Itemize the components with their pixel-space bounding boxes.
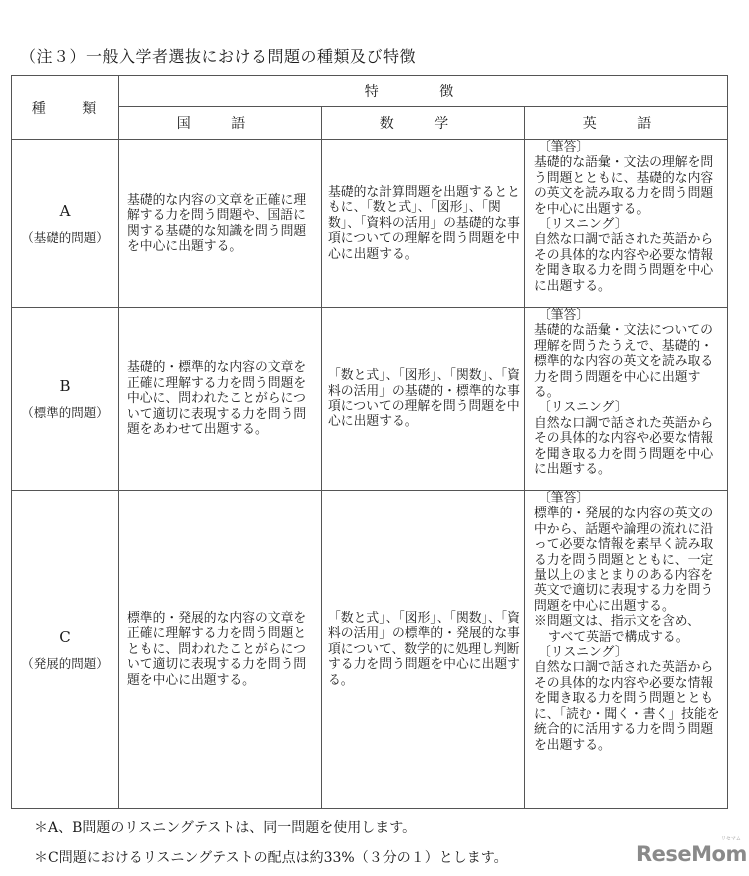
math-cell-b: 「数と式」、「図形」、「関数」、「資料の活用」の基礎的・標準的な事項についての理解を問う問題を中心に出題する。 [322, 308, 525, 491]
english-cell-b [525, 308, 728, 491]
document-title: （注３）一般入学者選抜における問題の種類及び特徴 [20, 47, 417, 66]
question-types-table [11, 75, 728, 809]
english-cell-a [525, 140, 728, 308]
kind-cell-a [12, 140, 119, 308]
header-math: 数 学 [322, 107, 525, 140]
japanese-cell-c: 標準的・発展的な内容の文章を正確に理解する力を問う問題とともに、問われたことがらについて適切に表現する力を問う問題を中心に出題する。 [119, 491, 322, 809]
listening-text: 自然な口調で話された英語からその具体的な内容や必要な情報を聞き取る力を問う問題とともに、「読む・聞く・書く」技能を統合的に活用する力を問う問題を出題する。 [534, 660, 720, 753]
japanese-cell-a: 基礎的な内容の文章を正確に理解する力を問う問題や、国語に関する基礎的な知識を問う問題を中心に出題する。 [119, 140, 322, 308]
resemom-logo [636, 836, 747, 866]
table-row-a [12, 140, 728, 308]
listening-text: 自然な口調で話された英語からその具体的な内容や必要な情報を聞き取る力を問う問題を中心に出題する。 [534, 232, 714, 294]
kind-letter: A [59, 201, 71, 220]
english-cell-c [525, 491, 728, 809]
table-row-c [12, 491, 728, 809]
header-features: 特 徴 [119, 76, 728, 107]
footnote-listening-same: ＊A、B問題のリスニングテストは、同一問題を使用します。 [34, 820, 417, 836]
listening-label: 〔リスニング〕 [538, 400, 628, 416]
english-note-line2: すべて英語で構成する。 [548, 629, 689, 645]
math-cell-a: 基礎的な計算問題を出題するとともに、「数と式」、「図形」、「関数」、「資料の活用」の基礎的な事項についての理解を問う問題を中心に出題する。 [322, 140, 525, 308]
written-label: 〔筆答〕 [538, 491, 590, 506]
listening-label: 〔リスニング〕 [538, 217, 628, 233]
english-note-line1: ※問題文は、指示文を含め、 [534, 614, 700, 630]
logo-kana: リセマム [720, 836, 741, 842]
listening-label: 〔リスニング〕 [538, 645, 628, 661]
written-label: 〔筆答〕 [538, 308, 590, 323]
kind-label: （標準的問題） [21, 405, 109, 420]
kind-cell-c [12, 491, 119, 809]
kind-label: （発展的問題） [21, 655, 109, 671]
kind-letter: C [59, 627, 71, 646]
kind-cell-b [12, 308, 119, 491]
header-kind: 種 類 [12, 76, 119, 140]
math-cell-c: 「数と式」、「図形」、「関数」、「資料の活用」の標準的・発展的な事項について、数学的に処理し判断する力を問う問題を中心に出題する。 [322, 491, 525, 809]
written-text: 標準的・発展的な内容の英文の中から、話題や論理の流れに沿って必要な情報を素早く読み取る力を問う問題とともに、一定量以上のまとまりのある内容を英文で適切に表現する力を問う問題を中心に出題する。 [534, 506, 714, 614]
logo-text: ReseMom [636, 842, 747, 866]
written-label: 〔筆答〕 [538, 140, 590, 155]
written-text: 基礎的な語彙・文法の理解を問う問題とともに、基礎的な内容の英文を読み取る力を問う問題を中心に出題する。 [534, 155, 714, 217]
written-text: 基礎的な語彙・文法についての理解を問うたうえで、基礎的・標準的な内容の英文を読み取る力を問う問題を中心に出題する。 [534, 323, 714, 401]
kind-label: （基礎的問題） [21, 229, 109, 245]
footnote-listening-score: ＊C問題におけるリスニングテストの配点は約33%（３分の１）とします。 [34, 850, 508, 866]
header-japanese: 国 語 [119, 107, 322, 140]
table-row-b [12, 308, 728, 491]
japanese-cell-b: 基礎的・標準的な内容の文章を正確に理解する力を問う問題を中心に、問われたことがらについて適切に表現する力を問う問題をあわせて出題する。 [119, 308, 322, 491]
listening-text: 自然な口調で話された英語からその具体的な内容や必要な情報を聞き取る力を問う問題を中心に出題する。 [534, 415, 714, 478]
header-english: 英 語 [525, 107, 728, 140]
kind-letter: B [59, 377, 71, 395]
